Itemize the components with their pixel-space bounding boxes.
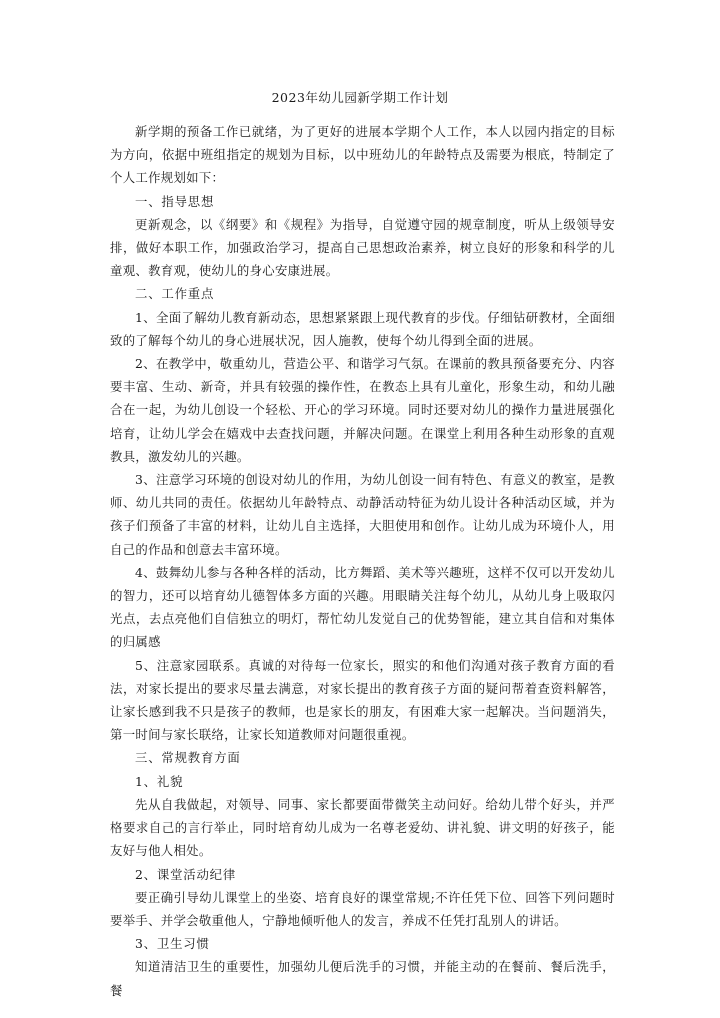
paragraph: 要正确引导幼儿课堂上的坐姿、培育良好的课堂常规;不许任凭下位、回答下列问题时要举手、并学会敬重他人，宁静地倾听他人的发言，养成不任凭打乱别人的讲话。 [110, 889, 615, 928]
subheading-hygiene-habits: 3、卫生习惯 [135, 936, 210, 952]
paragraph: 2、在教学中，敬重幼儿，营造公平、和谐学习气氛。在课前的教具预备要充分、内容要丰富、生动、新奇，并具有较强的操作性，在教态上具有儿童化，形象生动，和幼儿融合在一起，为幼儿创设一个轻松、开心的学习环境。同时还要对幼儿的操作力量进展强化培育，让幼儿学会在嬉戏中去查找问题，并解决问题。在课堂上利用各种生动形象的直观教具，激发幼儿的兴趣。 [110, 356, 615, 464]
section-heading-routine-education: 三、常规教育方面 [135, 750, 241, 766]
paragraph: 知道清洁卫生的重要性，加强幼儿便后洗手的习惯，并能主动的在餐前、餐后洗手，餐 [110, 959, 615, 998]
section-heading-guiding-ideology: 一、指导思想 [135, 193, 215, 209]
subheading-classroom-discipline: 2、课堂活动纪律 [135, 866, 237, 882]
document-body [110, 120, 615, 1002]
paragraph: 先从自我做起，对领导、同事、家长都要面带微笑主动问好。给幼儿带个好头，并严格要求自己的言行举止，同时培育幼儿成为一名尊老爱幼、讲礼貌、讲文明的好孩子，能友好与他人相处。 [110, 796, 615, 859]
paragraph: 更新观念，以《纲要》和《规程》为指导，自觉遵守园的规章制度，听从上级领导安排，做好本职工作，加强政治学习，提高自己思想政治素养，树立良好的形象和科学的儿童观、教育观，使幼儿的身心安康进展。 [110, 216, 615, 279]
document-title: 2023年幼儿园新学期工作计划 [271, 90, 449, 105]
paragraph: 5、注意家园联系。真诚的对待每一位家长，照实的和他们沟通对孩子教育方面的看法，对家长提出的要求尽量去满意，对家长提出的教育孩子方面的疑问帮着查资料解答，让家长感到我不只是孩子的教师，也是家长的朋友，有困难大家一起解决。当问题消失，第一时间与家长联络，让家长知道教师对问题很重视。 [110, 657, 615, 743]
paragraph: 4、鼓舞幼儿参与各种各样的活动，比方舞蹈、美术等兴趣班，这样不仅可以开发幼儿的智力，还可以培育幼儿德智体多方面的兴趣。用眼睛关注每个幼儿，从幼儿身上吸取闪光点，去点亮他们自信独立的明灯，帮忙幼儿发觉自己的优势智能，建立其自信和对集体的归属感 [110, 564, 615, 650]
section-heading-work-focus: 二、工作重点 [135, 286, 215, 302]
paragraph: 3、注意学习环境的创设对幼儿的作用，为幼儿创设一间有特色、有意义的教室，是教师、幼儿共同的责任。依据幼儿年龄特点、动静活动特征为幼儿设计各种活动区域，并为孩子们预备了丰富的材料，让幼儿自主选择，大胆使用和创作。让幼儿成为环境仆人，用自己的作品和创意去丰富环境。 [110, 472, 615, 557]
paragraph: 1、全面了解幼儿教育新动态，思想紧紧跟上现代教育的步伐。仔细钻研教材，全面细致的了解每个幼儿的身心进展状况，因人施教，使每个幼儿得到全面的进展。 [110, 309, 615, 348]
intro-paragraph: 新学期的预备工作已就绪，为了更好的进展本学期个人工作，本人以园内指定的目标为方向，依据中班组指定的规划为目标，以中班幼儿的年龄特点及需要为根底，特制定了个人工作规划如下： [110, 124, 615, 186]
subheading-manners: 1、礼貌 [135, 773, 184, 789]
